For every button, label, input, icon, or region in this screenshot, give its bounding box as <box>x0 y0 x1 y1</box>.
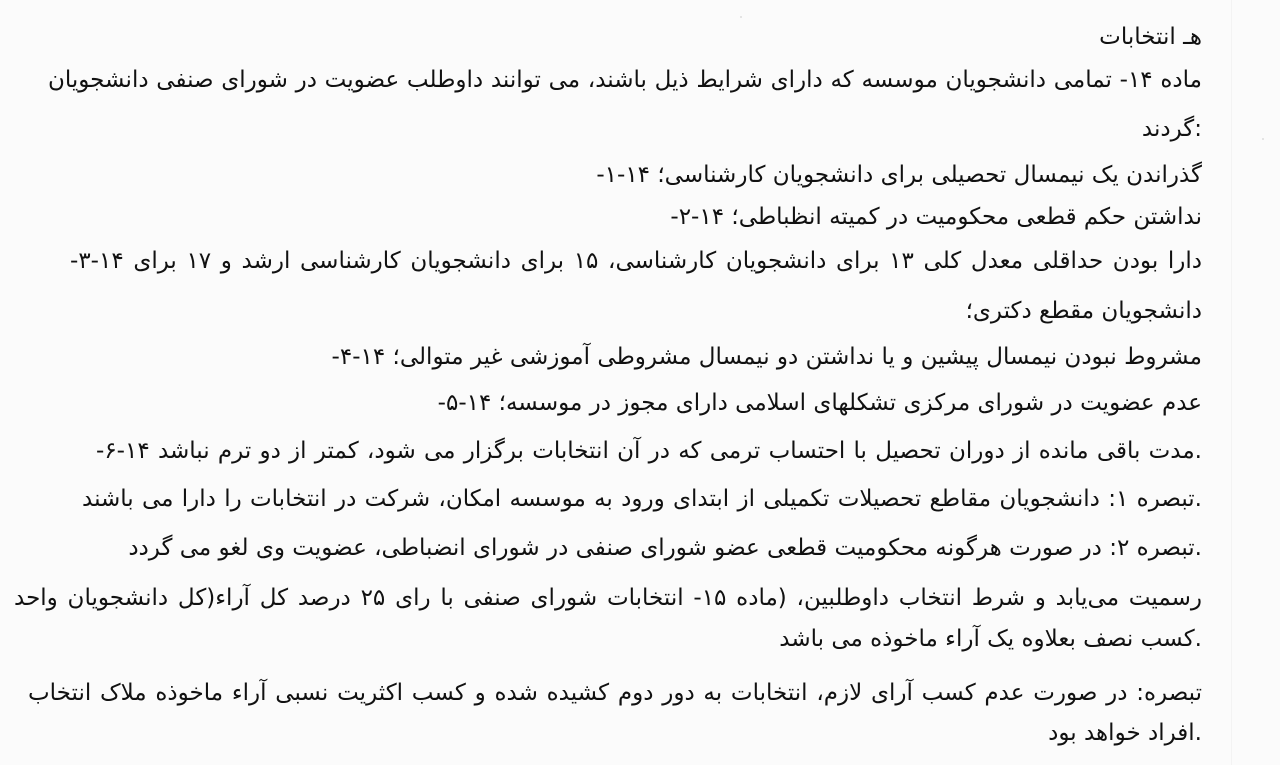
article-15-line-1: رسمیت می‌یابد و شرط انتخاب داوطلبین، (ماده ۱۵- انتخابات شورای صنفی با رای ۲۵ درصد کل آراء(کل دانشجویان واحد <box>14 585 1202 611</box>
scan-speck <box>1262 138 1264 140</box>
note-2: .تبصره ۲: در صورت هرگونه محکومیت قطعی عضو شورای صنفی در شورای انضباطی، عضویت وی لغو می گردد <box>128 535 1202 561</box>
section-title: هـ انتخابات <box>1099 24 1202 50</box>
condition-14-3-line-2: دانشجویان مقطع دکتری؛ <box>965 298 1202 324</box>
article-15-line-2: .کسب نصف بعلاوه یک آراء ماخوذه می باشد <box>779 626 1202 652</box>
condition-14-4: مشروط نبودن نیمسال پیشین و یا نداشتن دو نیمسال مشروطی آموزشی غیر متوالی؛ ۱۴-۴- <box>331 344 1202 370</box>
note-1: .تبصره ۱: دانشجویان مقاطع تحصیلات تکمیلی از ابتدای ورود به موسسه امکان، شرکت در انتخابات را دارا می باشند <box>82 486 1202 512</box>
note-article-15-line-2: .افراد خواهد بود <box>1048 720 1202 746</box>
scan-speck <box>740 16 742 18</box>
note-article-15-line-1: تبصره: در صورت عدم کسب آرای لازم، انتخابات به دور دوم کشیده شده و کسب اکثریت نسبی آراء ماخوذه ملاک انتخاب <box>28 680 1202 706</box>
article-14-intro-line-2: :گردند <box>1141 116 1202 142</box>
scan-edge-shadow <box>1231 0 1232 765</box>
condition-14-3-line-1: دارا بودن حداقلی معدل کلی ۱۳ برای دانشجویان کارشناسی، ۱۵ برای دانشجویان کارشناسی ارشد و ۱۷ برای ۱۴-۳- <box>70 248 1202 274</box>
article-14-intro-line-1: ماده ۱۴- تمامی دانشجویان موسسه که دارای شرایط ذیل باشند، می توانند داوطلب عضویت در شورای صنفی دانشجویان <box>48 67 1202 93</box>
condition-14-6: .مدت باقی مانده از دوران تحصیل با احتساب ترمی که در آن انتخابات برگزار می شود، کمتر از دو ترم نباشد ۱۴-۶- <box>96 438 1202 464</box>
condition-14-5: عدم عضویت در شورای مرکزی تشکلهای اسلامی دارای مجوز در موسسه؛ ۱۴-۵- <box>437 390 1202 416</box>
condition-14-1: گذراندن یک نیمسال تحصیلی برای دانشجویان کارشناسی؛ ۱۴-۱- <box>596 162 1202 188</box>
condition-14-2: نداشتن حکم قطعی محکومیت در کمیته انظباطی؛ ۱۴-۲- <box>670 204 1202 230</box>
